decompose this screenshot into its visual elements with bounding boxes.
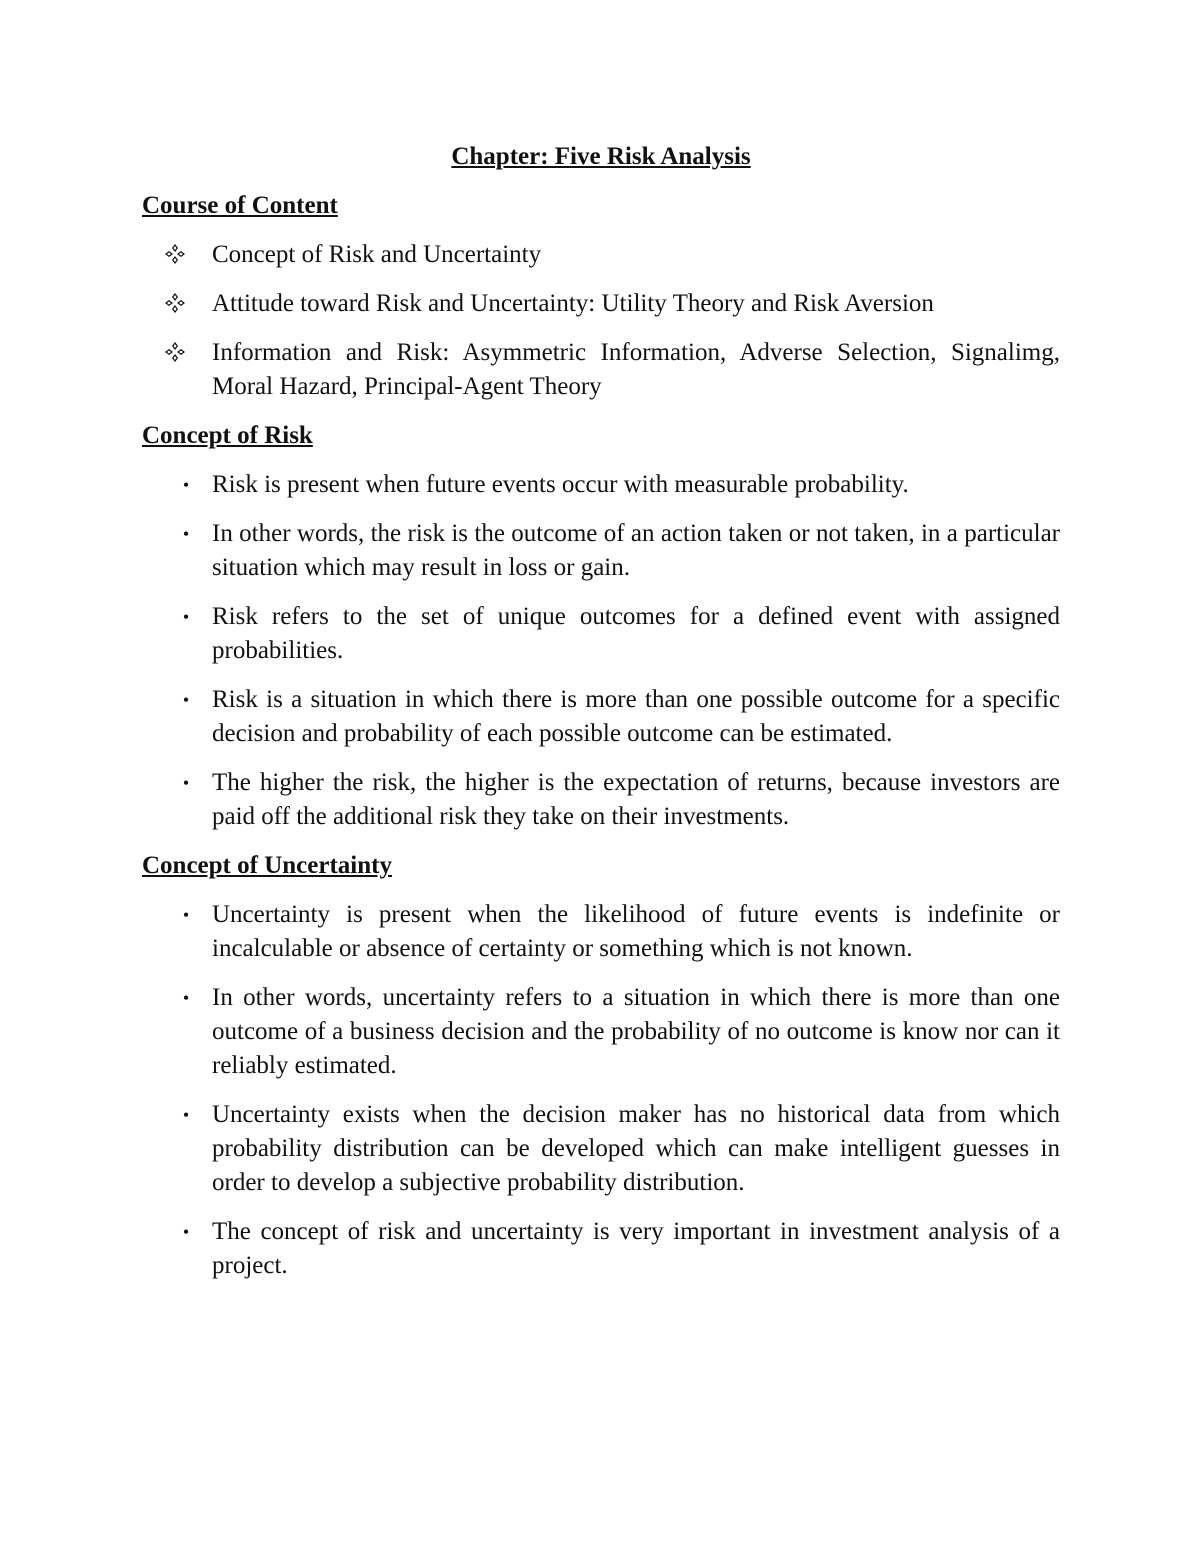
risk-heading: Concept of Risk [142,422,313,449]
uncertainty-heading: Concept of Uncertainty [142,852,392,879]
bullet-icon: • [182,524,190,544]
uncertainty-list [142,898,1060,1283]
list-item [142,898,1060,966]
bullet-icon: • [182,773,190,793]
list-item [142,287,1060,321]
list-item [142,981,1060,1083]
list-item [142,1098,1060,1200]
list-item-text: The higher the risk, the higher is the expectation of returns, because investors are paid off the additional risk they take on their investments. [212,769,1060,830]
course-heading: Course of Content [142,192,338,219]
bullet-icon: • [182,690,190,710]
list-item-text: Uncertainty is present when the likelihood of future events is indefinite or incalculable or absence of certainty or something which is not known. [212,901,1060,962]
list-item-text: Information and Risk: Asymmetric Information, Adverse Selection, Signalimg, Moral Hazard, Principal-Agent Theory [212,339,1060,400]
list-item [142,683,1060,751]
page-title: Chapter: Five Risk Analysis [451,143,751,170]
list-item [142,766,1060,834]
list-item-text: Risk is a situation in which there is more than one possible outcome for a specific decision and probability of each possible outcome can be estimated. [212,686,1060,747]
bullet-icon: • [182,607,190,627]
four-diamond-icon [160,238,190,272]
list-item [142,517,1060,585]
bullet-icon: • [182,905,190,925]
course-list [142,238,1060,404]
list-item-text: Risk refers to the set of unique outcomes for a defined event with assigned probabilities. [212,603,1060,664]
bullet-icon: • [182,1222,190,1242]
list-item [142,600,1060,668]
bullet-icon: • [182,1105,190,1125]
four-diamond-icon [160,336,190,370]
list-item [142,238,1060,272]
list-item [142,468,1060,502]
risk-list [142,468,1060,834]
list-item-text: Attitude toward Risk and Uncertainty: Utility Theory and Risk Aversion [212,290,934,317]
list-item-text: In other words, the risk is the outcome of an action taken or not taken, in a particular situation which may result in loss or gain. [212,520,1060,581]
bullet-icon: • [182,475,190,495]
list-item-text: Risk is present when future events occur with measurable probability. [212,471,909,498]
bullet-icon: • [182,988,190,1008]
four-diamond-icon [160,287,190,321]
list-item-text: The concept of risk and uncertainty is very important in investment analysis of a project. [212,1218,1060,1279]
list-item [142,1215,1060,1283]
document-page [142,140,1060,1298]
list-item-text: In other words, uncertainty refers to a situation in which there is more than one outcome of a business decision and the probability of no outcome is know nor can it reliably estimated. [212,984,1060,1079]
list-item-text: Concept of Risk and Uncertainty [212,241,542,268]
list-item-text: Uncertainty exists when the decision maker has no historical data from which probability distribution can be developed which can make intelligent guesses in order to develop a subjective probability distribution. [212,1101,1060,1196]
list-item [142,336,1060,404]
